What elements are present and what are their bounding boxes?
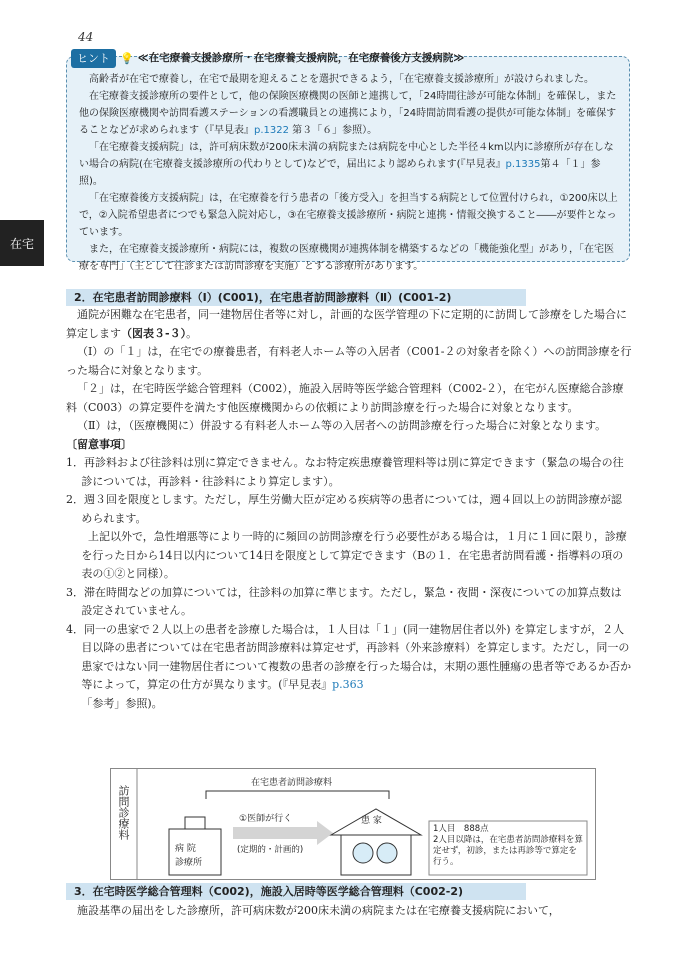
section-body [66, 902, 632, 921]
page-number: 44 [78, 30, 94, 44]
note-item: 1．再診料および往診料は別に算定できません。なお特定疾患療養管理料等は別に算定できます（緊急の場合の往診については，再診料・往診料により算定します）。 [66, 456, 624, 488]
diagram-note: 1人目 888点 2人目以降は，在宅患者訪問診療料を算定せず，初診，または再診等で算定を行う。 [433, 824, 583, 867]
note-item: 上記以外で，急性増悪等により一時的に頻回の訪問診療を行う必要性がある場合は，１月に１回に限り，診療を行った日から14日以内について14日を限度として算定できます（Bの１．在宅患者訪問看護・指導料の項の表の①②と同様）。 [81, 530, 627, 580]
note-item: 3．滞在時間などの加算については，往診料の加算に準じます。ただし，緊急・夜間・深夜についての加算点数は設定されていません。 [66, 585, 622, 617]
patient-figure [353, 843, 373, 863]
clinic-label: 診療所 [175, 858, 203, 868]
hint-title: ≪在宅療養支援診療所・在宅療養支援病院，在宅療養後方支援病院≫ [137, 52, 465, 64]
side-tab: 在宅 [0, 220, 44, 266]
arrow-sublabel: (定期的・計画的) [237, 845, 304, 855]
paragraph: （Ⅱ）は，（医療機関に）併設する有料老人ホーム等の入居者への訪問診療を行った場合に対象となります。 [77, 419, 607, 432]
note-item: 2．週３回を限度とします。ただし，厚生労働大臣が定める疾病等の患者については，週４回以上の訪問診療が認められます。 [66, 493, 622, 525]
section-heading: 3．在宅時医学総合管理料（C002)，施設入居時等医学総合管理料（C002-2) [66, 883, 526, 900]
ref-link: p.1335 [505, 159, 541, 170]
notes-heading: 〔留意事項〕 [66, 437, 132, 451]
visit-diagram [110, 768, 596, 880]
paragraph: （Ⅰ）の「１」は，在宅での療養患者，有料老人ホーム等の入居者（C001-２の対象者を除く）への訪問診療を行った場合に対象となります。 [66, 345, 632, 377]
arrow-label: ①医師が行く [239, 814, 293, 824]
paragraph: 「２」は，在宅時医学総合管理料（C002），施設入居時等医学総合管理料（C002-２），在宅がん医療総合診療料（C003）の算定要件を満たす他医療機関からの依頼により訪問診療を行った場合に対象となります。 [66, 382, 624, 414]
hint-paragraph: また，在宅療養支援診療所・病院には，複数の医療機関が連携体制を構築するなどの「機能強化型」があり，「在宅医療を専門」（主として往診または訪問診療を実施）とする診療所があります。 [79, 244, 614, 272]
hint-paragraph: 「在宅療養後方支援病院」は，在宅療養を行う患者の「後方受入」を担当する病院として位置付けられ，①200床以上で，②入院希望患者につでも緊急入院対応し，③在宅療養支援診療所・病院と連携・情報交換すること――が要件となっています。 [79, 193, 618, 238]
hint-paragraph: 在宅療養支援診療所の要件として，他の保険医療機関の医師と連携して，「24時間往診が可能な体制」を確保し，また他の保険医療機関や訪問看護ステーションの看護職員との連携により，「24時間訪問看護の提供が可能な体制」を確保することなどが求められます（『早見表』p.1322 第３「６」参照）。 [79, 91, 617, 136]
patient-figure [377, 843, 397, 863]
paragraph: 通院が困難な在宅患者，同一建物居住者等に対し，計画的な医学管理の下に定期的に訪問して診療をした場合に算定します（図表３-３）。 [66, 308, 627, 340]
paragraph: 施設基準の届出をした診療所，許可病床数が200床未満の病院または在宅療養支援病院において， [77, 904, 560, 917]
diagram-top-label: 在宅患者訪問診療料 [251, 778, 333, 788]
diagram-side-label: 訪問診療料 [117, 785, 130, 840]
hint-paragraph: 「在宅療養支援病院」は，許可病床数が200床未満の病院または病院を中心とした半径４km以内に診療所が存在しない場合の病院(在宅療養支援診療所の代わりとして)などで，届出により認められます(『早見表』p.1335第４「１」参照)。 [79, 142, 614, 187]
home-label: 患 家 [361, 816, 382, 826]
lightbulb-icon: 💡 [120, 52, 134, 65]
hint-badge: ヒント [71, 49, 116, 68]
hint-header [71, 49, 464, 68]
section-body [66, 306, 632, 713]
section-heading: 2．在宅患者訪問診療料（Ⅰ）(C001)，在宅患者訪問診療料（Ⅱ）(C001-2) [66, 289, 526, 306]
ref-link: p.363 [332, 678, 364, 691]
ref-link: p.1322 [254, 125, 289, 136]
note-item: 4．同一の患家で２人以上の患者を診療した場合は，１人目は「１」(同一建物居住者以外) を算定しますが，２人目以降の患者については在宅患者訪問診療料は算定せず，再診料（外来診療料）を算定します。ただし，同一の患家ではない同一建物居住者について複数の患者の診療を行った場合は，末期の悪性腫瘍の患者等であるか否か等によって，算定の仕方が異なります。(『早見表』p.363 「参考」参照)。 [66, 622, 632, 710]
hospital-label: 病 院 [175, 844, 196, 854]
hint-paragraph: 高齢者が在宅で療養し，在宅で最期を迎えることを選択できるよう，「在宅療養支援診療所」が設けられました。 [89, 74, 594, 85]
hint-box [66, 52, 630, 272]
